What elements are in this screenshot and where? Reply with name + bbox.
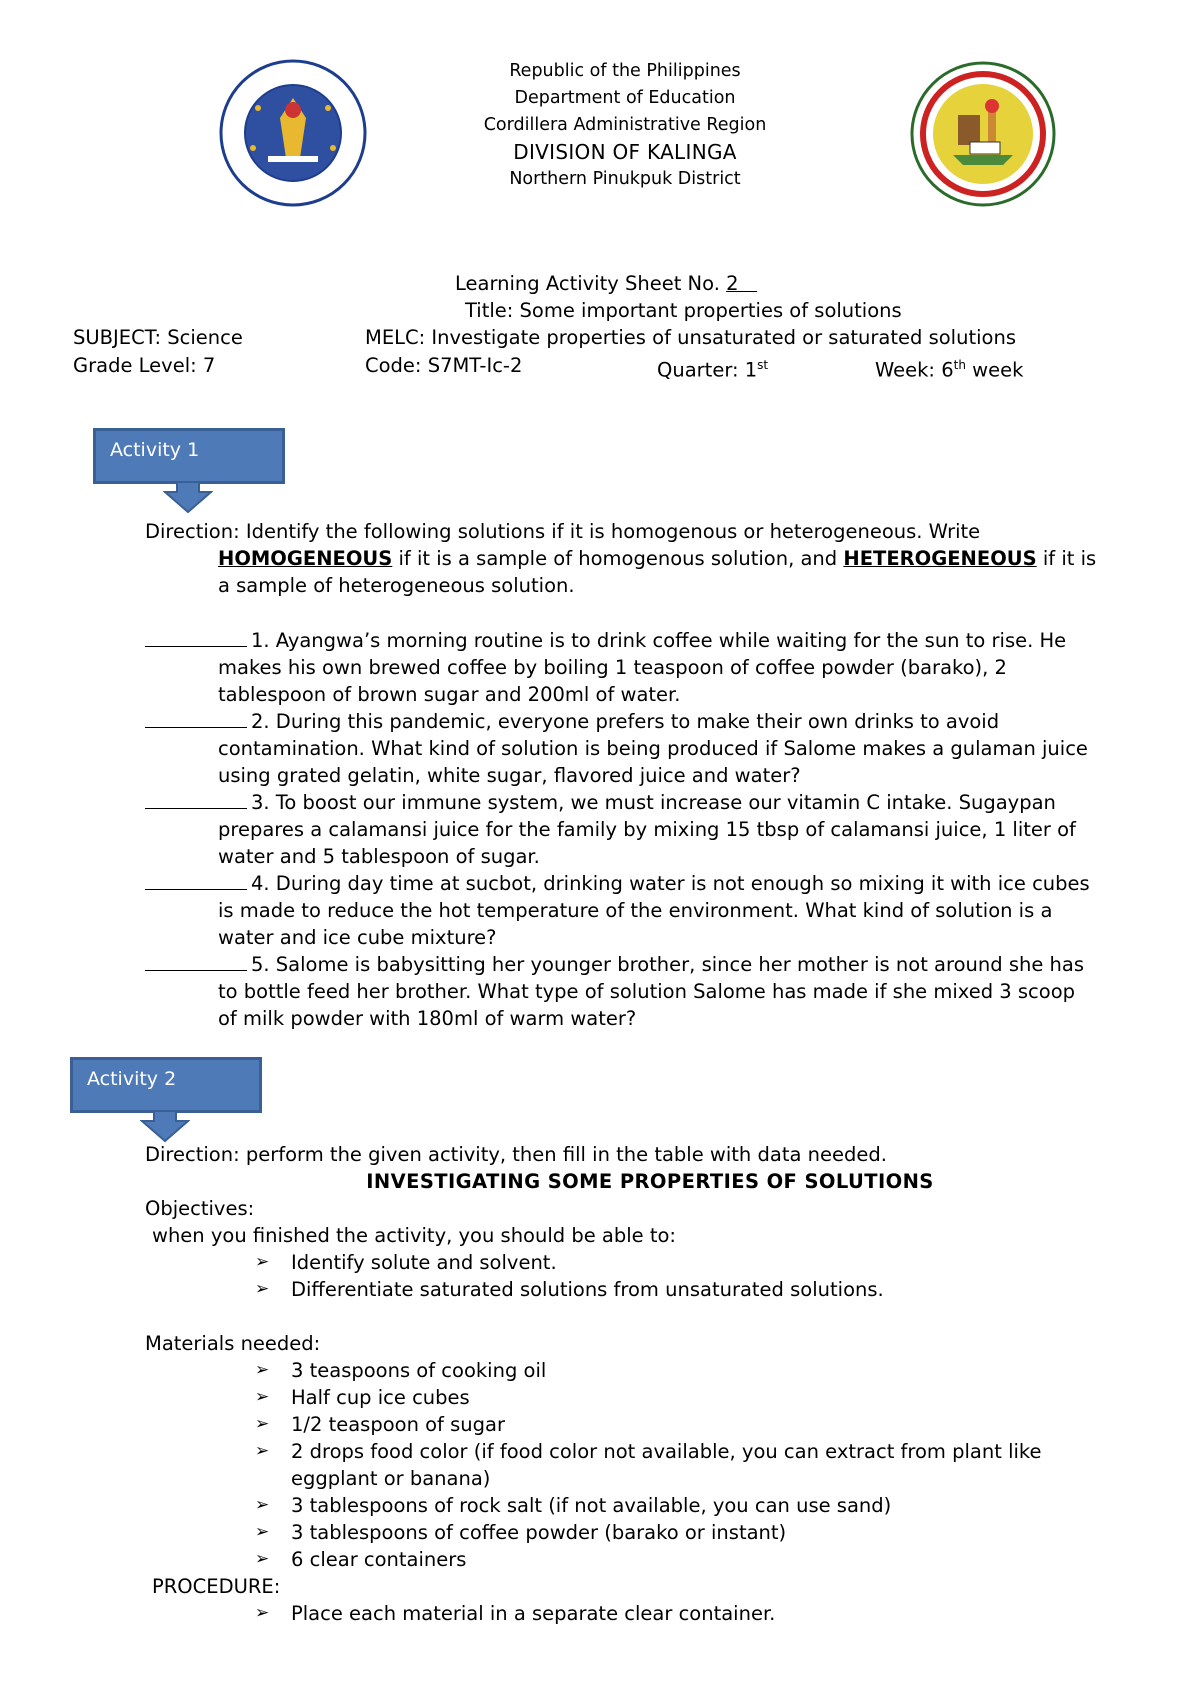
activity-2-arrow-icon [140,1111,190,1143]
objective-item [255,1276,1095,1303]
subject-label: SUBJECT: Science [73,326,243,349]
question-4-line-3: water and ice cube mixture? [218,926,497,949]
activity-2-box [70,1057,262,1113]
activity-1-box [93,428,285,484]
objective-text: Differentiate saturated solutions from unsaturated solutions. [291,1278,884,1301]
week-text: Week: 6 [875,358,954,382]
material-text: 3 tablespoons of coffee powder (barako or instant) [291,1521,787,1544]
question-2-line-1: 2. During this pandemic, everyone prefers to make their own drinks to avoid [251,710,1000,733]
header-region: Cordillera Administrative Region [483,115,767,135]
objectives-label: Objectives: [145,1197,255,1220]
bullet-arrow-icon: ➢ [255,1522,270,1542]
question-item-2 [145,707,1135,789]
material-text: 6 clear containers [291,1548,467,1571]
bullet-arrow-icon: ➢ [255,1603,270,1623]
activity-1-label: Activity 1 [110,439,200,461]
answer-blank-3[interactable] [145,788,247,809]
bullet-arrow-icon: ➢ [255,1549,270,1569]
bullet-arrow-icon: ➢ [255,1414,270,1434]
material-item [255,1357,1095,1384]
material-text: 2 drops food color (if food color not available, you can extract from plant like [291,1440,1042,1463]
objective-text: Identify solute and solvent. [291,1251,557,1274]
kalinga-division-seal [908,60,1058,208]
melc-label: MELC: Investigate properties of unsaturated or saturated solutions [365,326,1016,349]
question-3-line-2: prepares a calamansi juice for the family by mixing 15 tbsp of calamansi juice, 1 liter of [218,818,1076,841]
sheet-title-text: Learning Activity Sheet No. [455,272,727,295]
objectives-intro: when you finished the activity, you should be able to: [152,1224,677,1247]
bullet-arrow-icon: ➢ [255,1495,270,1515]
question-item-1 [145,626,1135,708]
question-1-line-3: tablespoon of brown sugar and 200ml of water. [218,683,681,706]
week-suffix: week [965,358,1024,382]
question-item-3 [145,788,1135,870]
activity-2-label: Activity 2 [87,1068,177,1090]
header-republic: Republic of the Philippines [509,61,741,81]
quarter-text: Quarter: 1 [657,358,758,382]
bullet-arrow-icon: ➢ [255,1441,270,1461]
question-2-line-3: using grated gelatin, white sugar, flavored juice and water? [218,764,801,787]
question-2-line-2: contamination. What kind of solution is being produced if Salome makes a gulaman juice [218,737,1088,760]
activity-2-heading: INVESTIGATING SOME PROPERTIES OF SOLUTIONS [366,1170,934,1193]
question-1-line-2: makes his own brewed coffee by boiling 1 teaspoon of coffee powder (barako), 2 [218,656,1007,679]
question-item-4 [145,869,1135,951]
question-5-line-2: to bottle feed her brother. What type of solution Salome has made if she mixed 3 scoop [218,980,1076,1003]
material-text: 3 teaspoons of cooking oil [291,1359,547,1382]
header-division: DIVISION OF KALINGA [513,140,737,164]
material-text: 1/2 teaspoon of sugar [291,1413,505,1436]
sheet-number-value: 2 [726,272,739,295]
question-4-line-2: is made to reduce the hot temperature of the environment. What kind of solution is a [218,899,1053,922]
question-5-line-1: 5. Salome is babysitting her younger brother, since her mother is not around she has [251,953,1084,976]
activity-2-direction: Direction: perform the given activity, then fill in the table with data needed. [145,1143,887,1166]
activity-1-direction [145,518,1145,599]
code-label: Code: S7MT-Ic-2 [365,354,523,377]
homogeneous-keyword: HOMOGENEOUS [218,547,393,570]
sheet-title [455,270,757,297]
letterhead [360,58,890,193]
header-district: Northern Pinukpuk District [509,169,741,189]
objective-item [255,1249,1095,1276]
question-3-line-3: water and 5 tablespoon of sugar. [218,845,540,868]
materials-label: Materials needed: [145,1332,321,1355]
sheet-number [726,272,757,295]
sheet-subtitle: Title: Some important properties of solutions [465,299,902,322]
answer-blank-5[interactable] [145,950,247,971]
direction-text-2: if it is a sample of homogenous solution, and [392,547,844,570]
bullet-arrow-icon: ➢ [255,1387,270,1407]
question-1-line-1: 1. Ayangwa’s morning routine is to drink coffee while waiting for the sun to rise. He [251,629,1067,652]
deped-seal [218,58,368,208]
question-4-line-1: 4. During day time at sucbot, drinking water is not enough so mixing it with ice cubes [251,872,1090,895]
material-item [255,1438,1095,1492]
material-text: Half cup ice cubes [291,1386,470,1409]
material-item [255,1519,1095,1546]
answer-blank-2[interactable] [145,707,247,728]
material-item [255,1492,1095,1519]
material-item [255,1411,1095,1438]
activity-1-arrow-icon [163,482,213,514]
bullet-arrow-icon: ➢ [255,1279,270,1299]
answer-blank-4[interactable] [145,869,247,890]
material-item [255,1384,1095,1411]
quarter-label [657,352,768,384]
material-text-continued: eggplant or banana) [291,1467,491,1490]
question-5-line-3: of milk powder with 180ml of warm water? [218,1007,637,1030]
procedure-label: PROCEDURE: [152,1575,281,1598]
grade-level-label: Grade Level: 7 [73,354,216,377]
answer-blank-1[interactable] [145,626,247,647]
procedure-item [255,1600,1095,1627]
header-department: Department of Education [514,88,736,108]
bullet-arrow-icon: ➢ [255,1252,270,1272]
material-item [255,1546,1095,1573]
week-sup: th [953,358,966,372]
direction-line-1: Direction: Identify the following solutions if it is homogenous or heterogeneous. Write [145,520,981,543]
quarter-sup: st [757,358,769,372]
direction-text-3: if it is [1036,547,1097,570]
material-text: 3 tablespoons of rock salt (if not available, you can use sand) [291,1494,892,1517]
direction-line-3: a sample of heterogeneous solution. [218,574,575,597]
week-label [875,352,1023,384]
bullet-arrow-icon: ➢ [255,1360,270,1380]
heterogeneous-keyword: HETEROGENEOUS [843,547,1037,570]
procedure-text: Place each material in a separate clear container. [291,1602,776,1625]
question-3-line-1: 3. To boost our immune system, we must increase our vitamin C intake. Sugaypan [251,791,1056,814]
direction-line-2 [145,545,1145,572]
question-item-5 [145,950,1135,1032]
